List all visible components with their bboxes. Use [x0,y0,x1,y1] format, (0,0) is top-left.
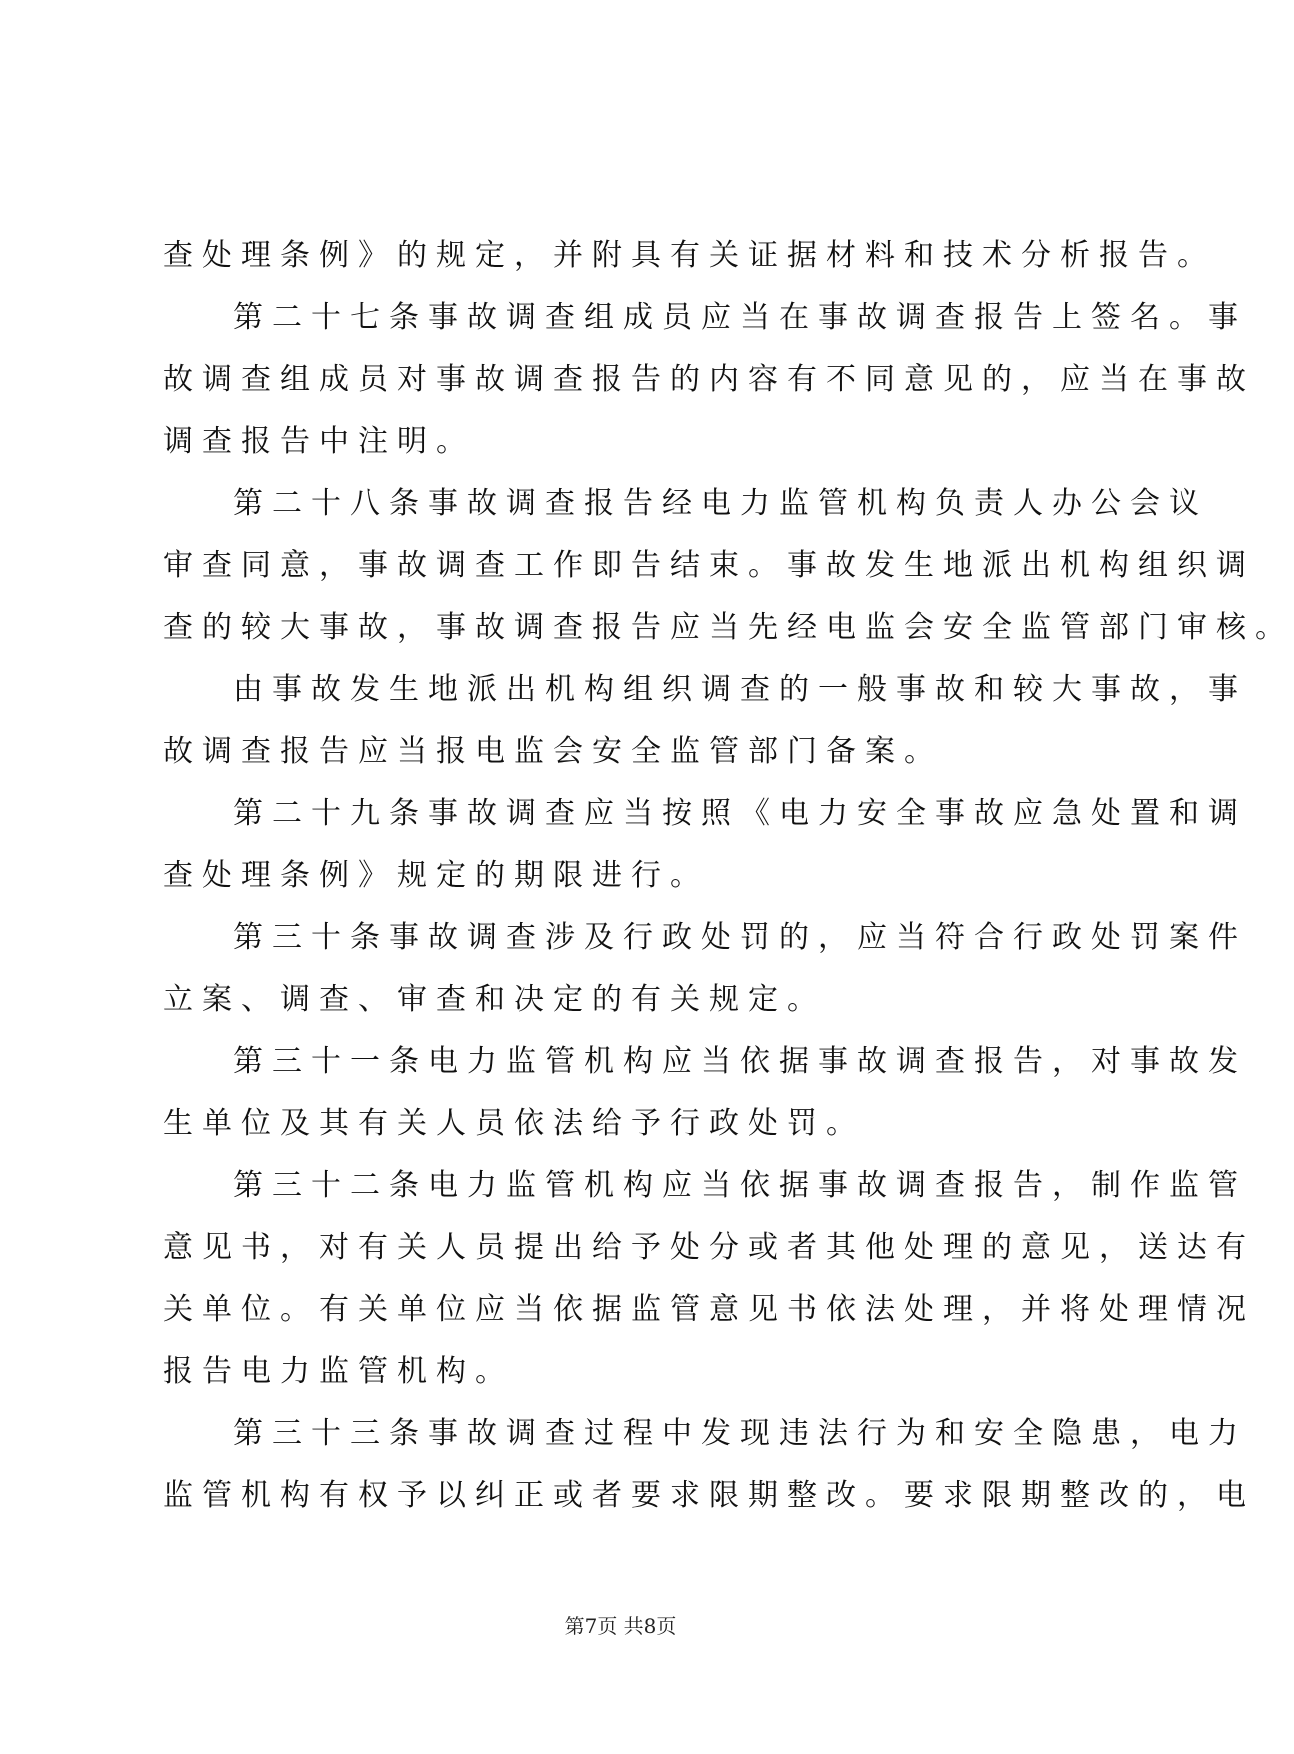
text-line: 审查同意，事故调查工作即告结束。事故发生地派出机构组织调 [163,548,1255,583]
text-line: 监管机构有权予以纠正或者要求限期整改。要求限期整改的，电 [163,1478,1255,1513]
text-line: 意见书，对有关人员提出给予处分或者其他处理的意见，送达有 [163,1230,1255,1265]
paragraph-start-line: 由事故发生地派出机构组织调查的一般事故和较大事故，事 [233,672,1247,707]
paragraph-start-line: 第三十三条事故调查过程中发现违法行为和安全隐患，电力 [233,1416,1247,1451]
text-line: 报告电力监管机构。 [163,1354,514,1389]
paragraph-start-line: 第三十条事故调查涉及行政处罚的，应当符合行政处罚案件 [233,920,1247,955]
text-line: 故调查报告应当报电监会安全监管部门备案。 [163,734,943,769]
text-line: 生单位及其有关人员依法给予行政处罚。 [163,1106,865,1141]
paragraph-start-line: 第二十八条事故调查报告经电力监管机构负责人办公会议 [233,486,1208,521]
text-line: 查处理条例》的规定，并附具有关证据材料和技术分析报告。 [163,238,1216,273]
page-number-footer: 第7页 共8页 [564,1614,677,1638]
text-line: 立案、调查、审查和决定的有关规定。 [163,982,826,1017]
text-line: 调查报告中注明。 [163,424,475,459]
document-body [163,225,1294,1527]
paragraph-start-line: 第二十九条事故调查应当按照《电力安全事故应急处置和调 [233,796,1247,831]
paragraph-start-line: 第三十二条电力监管机构应当依据事故调查报告，制作监管 [233,1168,1247,1203]
paragraph-start-line: 第三十一条电力监管机构应当依据事故调查报告，对事故发 [233,1044,1247,1079]
paragraph-start-line: 第二十七条事故调查组成员应当在事故调查报告上签名。事 [233,300,1247,335]
text-line: 查的较大事故，事故调查报告应当先经电监会安全监管部门审核。 [163,610,1294,645]
text-line: 查处理条例》规定的期限进行。 [163,858,709,893]
text-line: 故调查组成员对事故调查报告的内容有不同意见的，应当在事故 [163,362,1255,397]
text-line: 关单位。有关单位应当依据监管意见书依法处理，并将处理情况 [163,1292,1255,1327]
